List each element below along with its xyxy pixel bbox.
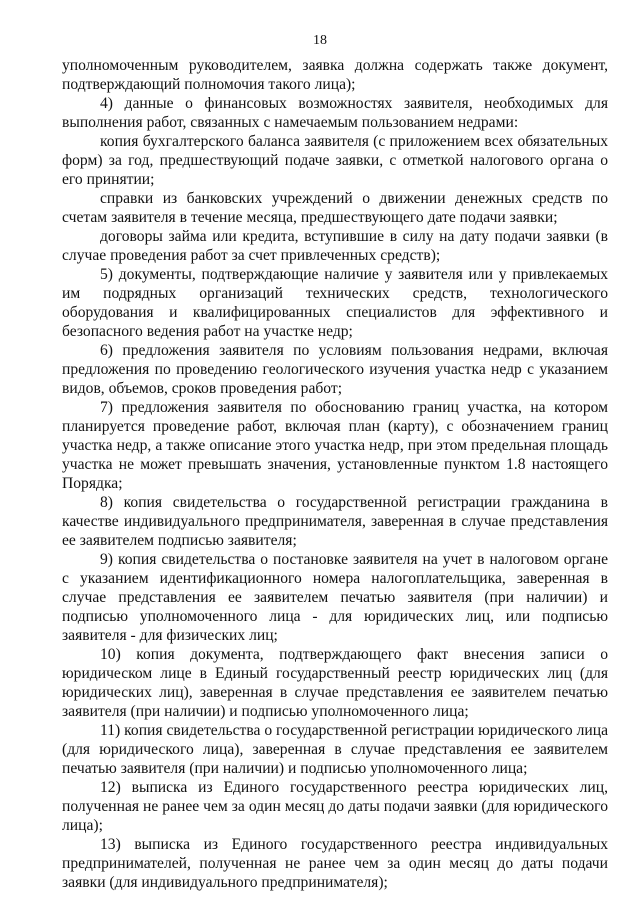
paragraph-item-6: 6) предложения заявителя по условиям пользования недрами, включая предложения по проведению геологического изучения участка недр с указанием видов, объемов, сроков проведения работ; <box>62 342 608 397</box>
paragraph-item-4: 4) данные о финансовых возможностях заявителя, необходимых для выполнения работ, связанных с намечаемым пользованием недрами: <box>62 95 608 131</box>
paragraph-item-9: 9) копия свидетельства о постановке заявителя на учет в налоговом органе с указанием идентификационного номера налогоплательщика, заверенная в случае представления ее заявителем печатью заявителя (при наличии) и подписью уполномоченного лица - для юридических лиц, или подписью заявителя - для физических лиц; <box>62 551 608 644</box>
paragraph-item-10: 10) копия документа, подтверждающего факт внесения записи о юридическом лице в Единый государственный реестр юридических лиц (для юридических лиц), заверенная в случае представления ее заявителем печатью заявителя (при наличии) и подписью уполномоченного лица; <box>62 646 608 720</box>
paragraph-item-11: 11) копия свидетельства о государственной регистрации юридического лица (для юридического лица), заверенная в случае представления ее заявителем печатью заявителя (при наличии) и подписью уполномоченного лица; <box>62 722 608 777</box>
paragraph-loan-agreements: договоры займа или кредита, вступившие в силу на дату подачи заявки (в случае проведения работ за счет привлеченных средств); <box>62 228 608 264</box>
paragraph-continuation: уполномоченным руководителем, заявка должна содержать также документ, подтверждающий полномочия такого лица); <box>62 57 608 93</box>
paragraph-item-5: 5) документы, подтверждающие наличие у заявителя или у привлекаемых им подрядных организаций технических средств, технологического оборудования и квалифицированных специалистов для эффективного и безопасного ведения работ на участке недр; <box>62 266 608 340</box>
paragraph-item-12: 12) выписка из Единого государственного реестра юридических лиц, полученная не ранее чем за один месяц до даты подачи заявки (для юридического лица); <box>62 779 608 834</box>
paragraph-item-8: 8) копия свидетельства о государственной регистрации гражданина в качестве индивидуального предпринимателя, заверенная в случае представления ее заявителем подписью заявителя; <box>62 494 608 549</box>
paragraph-item-13: 13) выписка из Единого государственного реестра индивидуальных предпринимателей, полученная не ранее чем за один месяц до даты подачи заявки (для индивидуального предпринимателя); <box>62 836 608 891</box>
paragraph-bank-statements: справки из банковских учреждений о движении денежных средств по счетам заявителя в течение месяца, предшествующего дате подачи заявки; <box>62 190 608 226</box>
paragraph-item-7: 7) предложения заявителя по обоснованию границ участка, на котором планируется проведение работ, включая план (карту), с обозначением границ участка недр, а также описание этого участка недр, при этом предельная площадь участка не может превышать значения, установленные пунктом 1.8 настоящего Порядка; <box>62 399 608 492</box>
page-number: 18 <box>313 33 327 48</box>
paragraph-balance-copy: копия бухгалтерского баланса заявителя (с приложением всех обязательных форм) за год, предшествующий подаче заявки, с отметкой налогового органа о его принятии; <box>62 133 608 188</box>
document-body <box>62 56 608 892</box>
